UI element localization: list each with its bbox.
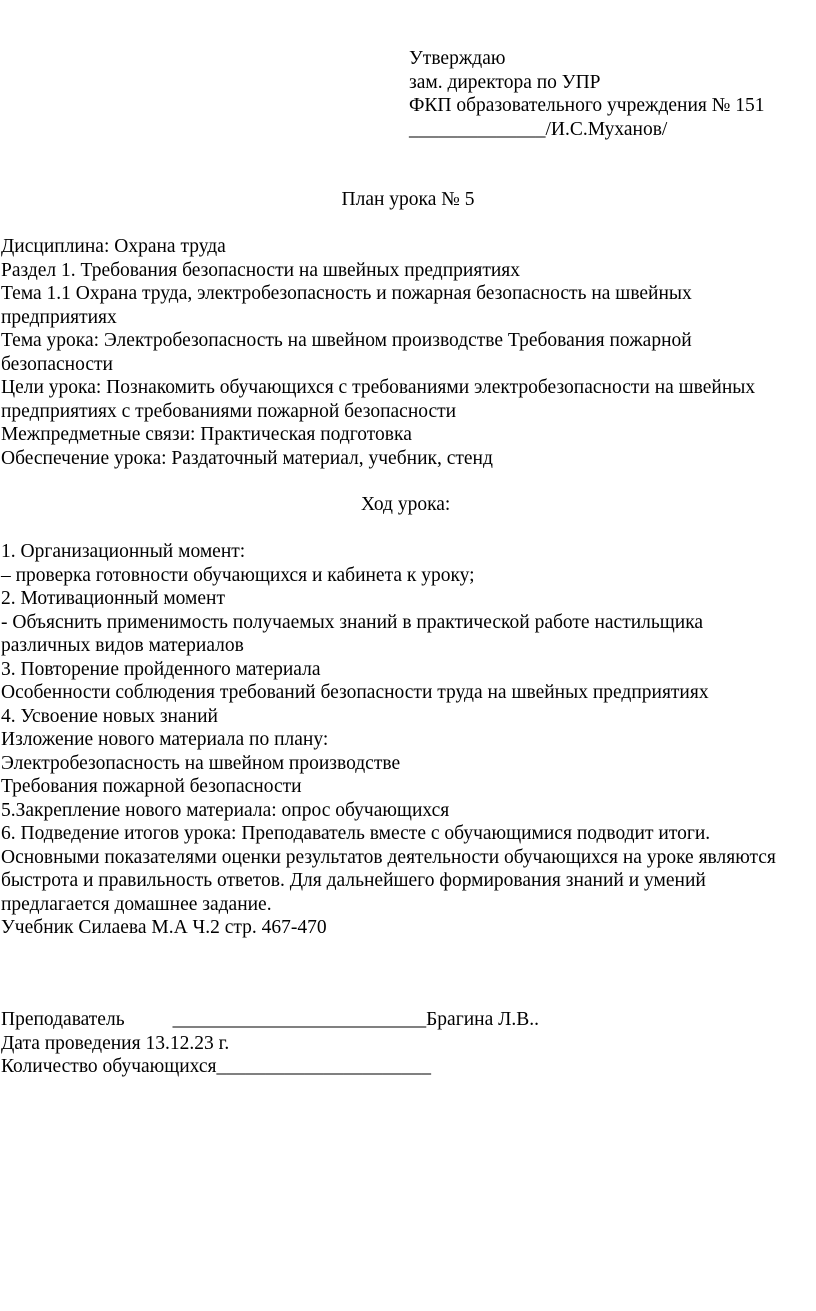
info-topic-line2: предприятиях — [1, 306, 117, 328]
info-discipline: Дисциплина: Охрана труда — [1, 236, 226, 257]
step-line: Особенности соблюдения требований безопасности труда на швейных предприятиях — [1, 682, 709, 703]
step-line: Требования пожарной безопасности — [1, 776, 302, 797]
info-goals-line1: Цели урока: Познакомить обучающихся с требованиями электробезопасности на швейных — [1, 377, 756, 398]
info-lesson-topic-line2: безопасности — [1, 353, 113, 375]
teacher-blank: __________________________ — [172, 1009, 427, 1030]
info-topic-line1: Тема 1.1 Охрана труда, электробезопасность и пожарная безопасность на швейных — [1, 283, 692, 304]
course-heading: Ход урока: — [361, 494, 451, 515]
step-line: 5.Закрепление нового материала: опрос обучающихся — [1, 799, 450, 821]
lesson-info — [1, 235, 811, 470]
teacher-signature-line — [1, 1008, 811, 1032]
students-count-label: Количество обучающихся — [1, 1056, 217, 1077]
step-line: Учебник Силаева М.А Ч.2 стр. 467-470 — [1, 917, 327, 938]
step-line: быстрота и правильность ответов. Для дальнейшего формирования знаний и умений — [1, 870, 706, 891]
page-title — [0, 188, 816, 212]
lesson-date: Дата проведения 13.12.23 г. — [1, 1032, 230, 1054]
info-interdisciplinary: Межпредметные связи: Практическая подготовка — [1, 424, 412, 445]
teacher-name: Брагина Л.В.. — [426, 1009, 539, 1030]
info-equipment: Обеспечение урока: Раздаточный материал, учебник, стенд — [1, 447, 493, 469]
students-count-blank: ______________________ — [216, 1056, 431, 1077]
step-line: – проверка готовности обучающихся и кабинета к уроку; — [1, 564, 475, 586]
approval-organization: ФКП образовательного учреждения № 151 — [409, 95, 765, 116]
step-line: 1. Организационный момент: — [1, 541, 246, 562]
step-line: 6. Подведение итогов урока: Преподаватель вместе с обучающимися подводит итоги. — [1, 823, 711, 844]
lesson-steps — [1, 540, 816, 940]
step-line: различных видов материалов — [1, 635, 244, 656]
step-line: 4. Усвоение новых знаний — [1, 705, 218, 727]
step-line: - Объяснить применимость получаемых знаний в практической работе настильщика — [1, 611, 704, 633]
step-line: 3. Повторение пройденного материала — [1, 658, 321, 680]
step-line: предлагается домашнее задание. — [1, 893, 272, 915]
step-line: Изложение нового материала по плану: — [1, 729, 329, 750]
info-lesson-topic-line1: Тема урока: Электробезопасность на швейном производстве Требования пожарной — [1, 330, 692, 351]
approval-block — [409, 47, 809, 141]
signature-block — [1, 1008, 811, 1079]
step-line: Основными показателями оценки результатов деятельности обучающихся на уроке являются — [1, 846, 776, 868]
lesson-plan-title: План урока № 5 — [341, 189, 475, 210]
step-line: 2. Мотивационный момент — [1, 588, 225, 609]
students-count-line — [1, 1055, 811, 1079]
info-goals-line2: предприятиях с требованиями пожарной безопасности — [1, 400, 457, 422]
info-section: Раздел 1. Требования безопасности на швейных предприятиях — [1, 259, 520, 281]
approval-heading: Утверждаю — [409, 48, 506, 69]
approval-position: зам. директора по УПР — [409, 71, 601, 93]
step-line: Электробезопасность на швейном производстве — [1, 752, 401, 774]
teacher-label: Преподаватель — [1, 1009, 125, 1030]
approval-signature: ______________/И.С.Муханов/ — [409, 118, 668, 140]
